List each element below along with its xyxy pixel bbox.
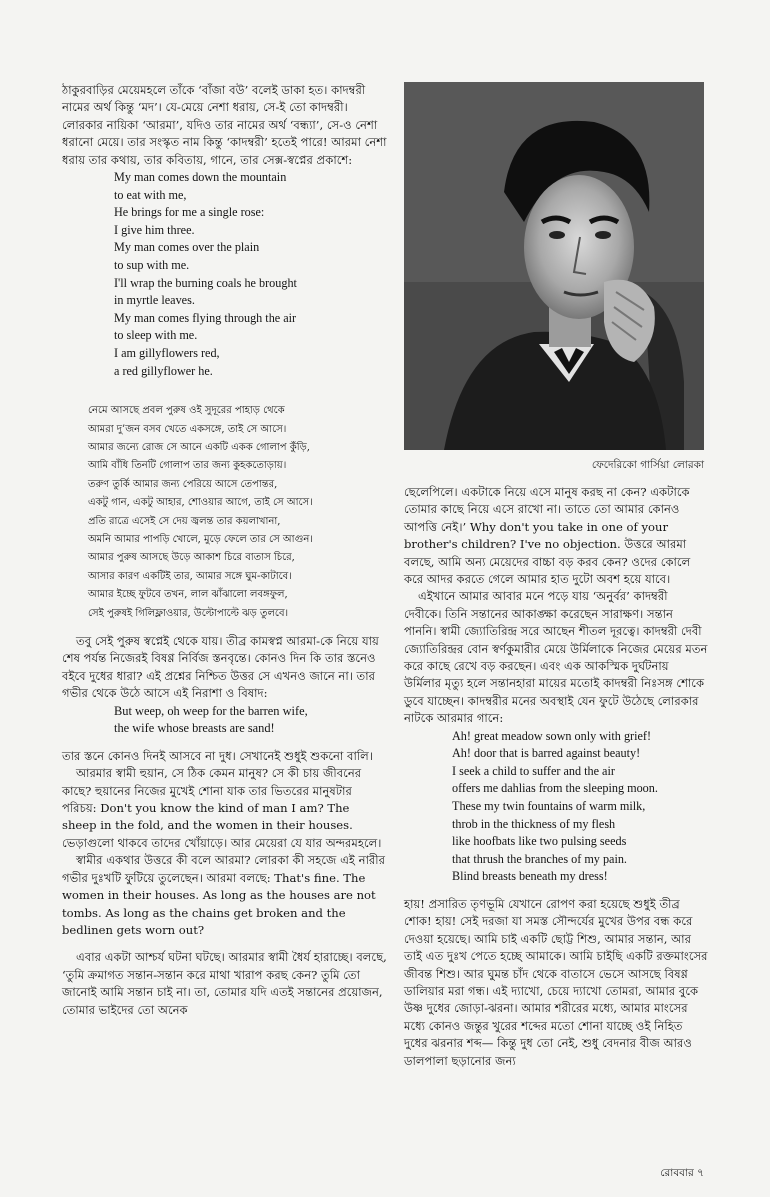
- right-paragraph-3: হায়! প্রসারিত তৃণভূমি যেখানে রোপণ করা হয়েছে শুধুই তীব্র শোক! হায়! সেই দরজা যা সমস্ত সৌন্দর্যের মুখের উপর বন্ধ করে দেওয়া হয়েছে। আমি চাই একটি ছোট্ট শিশু, আমার সন্তান, আর তাই এত দুঃখ পেতে হচ্ছে আমাকে। আমি চাইছি একটি রক্তমাংসের জীবন্ত শিশু। আর ঘুমন্ত চাঁদ থেকে বাতাসে ভেসে আসছে বিষণ্ণ ডালিয়ার মরা গন্ধ। এই দ্যাখো, চেয়ে দ্যাখো তোমরা, আমার বুকে উষ্ণ দুধের জোড়া-ঝরনা। আমার শরীরের মধ্যে, আমার মাংসের মধ্যে কোনও জন্তুর খুরের শব্দের মতো শোনা যাচ্ছে ওই নিহিত দুধের ঝরনার শব্দ— কিন্তু দুধ তো নেই, শুধু বেদনার বীজ আরও ডালপালা ছড়ানোর জন্য: [404, 897, 708, 1068]
- english-verse-1: [114, 169, 387, 380]
- portrait-illustration: [404, 82, 704, 450]
- verse-line: আমার জন্যে রোজ সে আনে একটি একক গোলাপ কুঁড়ি,: [88, 441, 310, 453]
- verse-line: নেমে আসছে প্রবল পুরুষ ওই সুদূরের পাহাড় থেকে: [88, 405, 285, 417]
- verse-line: I'll wrap the burning coals he brought: [114, 275, 297, 290]
- verse-line: I seek a child to suffer and the air: [452, 763, 615, 778]
- verse-line: আমার পুরুষ আসছে উড়ে আকাশ চিরে বাতাস চিরে,: [88, 552, 295, 564]
- quote-line: the wife whose breasts are sand!: [114, 721, 275, 736]
- english-quote-1: [114, 703, 387, 738]
- quote-line: But weep, oh weep for the barren wife,: [114, 703, 308, 718]
- verse-line: throb in the thickness of my flesh: [452, 816, 616, 831]
- verse-line: আমার ইচ্ছে ফুটবে তখন, লাল ঝাঁঝালো লবঙ্গফুল,: [88, 589, 288, 601]
- verse-line: আমরা দু’জন বসব খেতে একসঙ্গে, তাই সে আসে।: [88, 423, 287, 435]
- verse-line: আমি বাঁধি তিনটি গোলাপ তার জন্য কুহকতোড়ায়।: [88, 460, 287, 472]
- english-verse-2: [452, 728, 708, 886]
- verse-line: a red gillyflower he.: [114, 363, 213, 378]
- left-paragraph-4: আরমার স্বামী হুয়ান, সে ঠিক কেমন মানুষ? সে কী চায় জীবনের কাছে? হুয়ানের নিজের মুখেই শোনা যাক তার ভিতরের মানুষটার পরিচয়: Don't you know the kind of man I am? The sheep in the fold, and the women in their houses. ভেড়াগুলো থাকবে তাদের খোঁয়াড়ে। আর মেয়েরা যে যার অন্দরমহলে।: [62, 766, 382, 850]
- verse-line: একটু গান, একটু আহার, শোওয়ার আগে, তাই সে আসে।: [88, 497, 313, 509]
- verse-line: offers me dahlias from the sleeping moon.: [452, 781, 658, 796]
- verse-line: My man comes down the mountain: [114, 170, 287, 185]
- verse-line: like hoofbats like two pulsing seeds: [452, 834, 627, 849]
- verse-line: Blind breasts beneath my dress!: [452, 869, 608, 884]
- left-paragraph-5: স্বামীর একথার উত্তরে কী বলে আরমা? লোরকা কী সহজে এই নারীর গভীর দুঃখটি ফুটিয়ে তুলেছেন। আরমা বলছে: That's fine. The women in their houses. As long as the houses are not tombs. As long as the chains get broken and the bedlinen gets worn out?: [62, 853, 386, 937]
- photo-caption: ফেদেরিকো গার্সিয়া লোরকা: [591, 459, 704, 471]
- verse-line: আসার কারণ একটিই তার, আমার সঙ্গে ঘুম-কাটাবে।: [88, 570, 292, 582]
- left-paragraph-6: এবার একটা আশ্চর্য ঘটনা ঘটছে। আরমার স্বামী ধৈর্য হারাচ্ছে। বলছে, ‘তুমি ক্রমাগত সন্তান-সন্তান করে মাথা খারাপ করছ কেন? তুমি তো জানোই আমি সন্তান চাই না। তা, তোমার যদি এতই সন্তানের প্রয়োজন, তোমার ভাইদের তো অনেক: [62, 950, 387, 1017]
- verse-line: that thrush the branches of my pain.: [452, 851, 627, 866]
- verse-line: সেই পুরুষই গিলিফ্লাওয়ার, উল্টোপাল্টে ঝড় তুলবে।: [88, 607, 289, 619]
- right-paragraph-1: ছেলেপিলে। একটাকে নিয়ে এসে মানুষ করছ না কেন? একটাকে তোমার কাছে নিয়ে এসে রাখো না। তাতে তো আমার কোনও আপত্তি নেই।’ Why don't you take in one of your brother's children? I've no objection. উত্তরে আরমা বলছে, আমি অন্য মেয়েদের বাচ্চা বড় করব কেন? ওদের কোলে করে আদর করতে গেলে আমার হাত দুটো অবশ হয়ে যাবে।: [404, 485, 691, 587]
- verse-line: I am gillyflowers red,: [114, 345, 220, 360]
- verse-line: Ah! door that is barred against beauty!: [452, 746, 641, 761]
- verse-line: তরুণ তুর্কি আমার জন্য পেরিয়ে আসে তেপান্তর,: [88, 478, 278, 490]
- right-column: [404, 484, 708, 1070]
- verse-line: My man comes flying through the air: [114, 310, 297, 325]
- page-footer: রোববার ৭: [660, 1167, 704, 1179]
- verse-line: in myrtle leaves.: [114, 293, 195, 308]
- verse-line: to sup with me.: [114, 258, 190, 272]
- verse-line: to sleep with me.: [114, 328, 198, 343]
- left-paragraph-1: ঠাকুরবাড়ির মেয়েমহলে তাঁকে ‘বাঁজা বউ’ বলেই ডাকা হত। কাদম্বরী নামের অর্থ কিন্তু ‘মদ’। যে-মেয়ে নেশা ধরায়, সে-ই তো কাদম্বরী। লোরকার নায়িকা ‘আরমা’, যদিও তার নামের অর্থ ‘বন্ধ্যা’, সে-ও নেশা ধরানো মেয়ে। তার সংস্কৃত নাম কিন্তু ‘কাদম্বরী’ হতেই পারে! আরমা নেশা ধরায় তার কথায়, তার কবিতায়, গানে, তার সেক্স-স্বপ্নের প্রকাশে:: [62, 83, 387, 167]
- right-paragraph-2: এইখানে আমার আবার মনে পড়ে যায় ‘অনুর্বর’ কাদম্বরী দেবীকে। তিনি সন্তানের আকাঙ্ক্ষা করেছেন সারাক্ষণ। সন্তান পাননি। স্বামী জ্যোতিরিন্দ্র সরে আছেন শীতল দূরত্বে। কাদম্বরী দেবী জ্যোতিরিন্দ্রর বোন স্বর্ণকুমারীর মেয়ে উর্মিলাকে নিজের মেয়ের মতন করে কাছে রেখে বড় করছেন। এবং এক আকস্মিক দুর্ঘটনায় উর্মিলার মৃত্যু হলে সন্তানহারা মায়ের মতোই কাদম্বরী নিঃসঙ্গ শোকে ডুবে যাচ্ছেন। কাদম্বরীর মনের অবস্থাই যেন ফুটে উঠেছে লোরকার নাটকে আরমার গানে:: [404, 589, 708, 726]
- verse-line: to eat with me,: [114, 187, 187, 202]
- verse-line: Ah! great meadow sown only with grief!: [452, 728, 652, 743]
- portrait-photo: [404, 82, 704, 450]
- verse-line: My man comes over the plain: [114, 240, 260, 255]
- left-paragraph-2: তবু সেই পুরুষ স্বপ্নেই থেকে যায়। তীব্র কামস্বপ্ন আরমা-কে নিয়ে যায় শেষ পর্যন্ত নিজেরই বিষণ্ণ নির্বিজ স্তনবৃন্তে। কোনও দিন কি তার স্তনেও বইবে দুধের ধারা? এই প্রশ্নের নিশ্চিত উত্তর সে এখনও জানে না। তার গভীর থেকে উঠে আসে এই নিরাশা ও বিষাদ:: [62, 634, 379, 701]
- verse-line: প্রতি রাত্রে এসেই সে দেয় জ্বলন্ত তার কয়লাখানা,: [88, 515, 281, 527]
- verse-line: I give him three.: [114, 222, 195, 237]
- verse-line: He brings for me a single rose:: [114, 205, 265, 220]
- left-paragraph-3: তার স্তনে কোনও দিনই আসবে না দুধ। সেখানেই শুধুই শুকনো বালি।: [62, 748, 373, 763]
- left-column: [62, 82, 387, 1019]
- verse-line: These my twin fountains of warm milk,: [452, 799, 646, 814]
- verse-line: অমনি আমার পাপড়ি খোলে, মুড়ে ফেলে তার সে আগুন।: [88, 534, 313, 545]
- bengali-verse-translation: [88, 402, 387, 623]
